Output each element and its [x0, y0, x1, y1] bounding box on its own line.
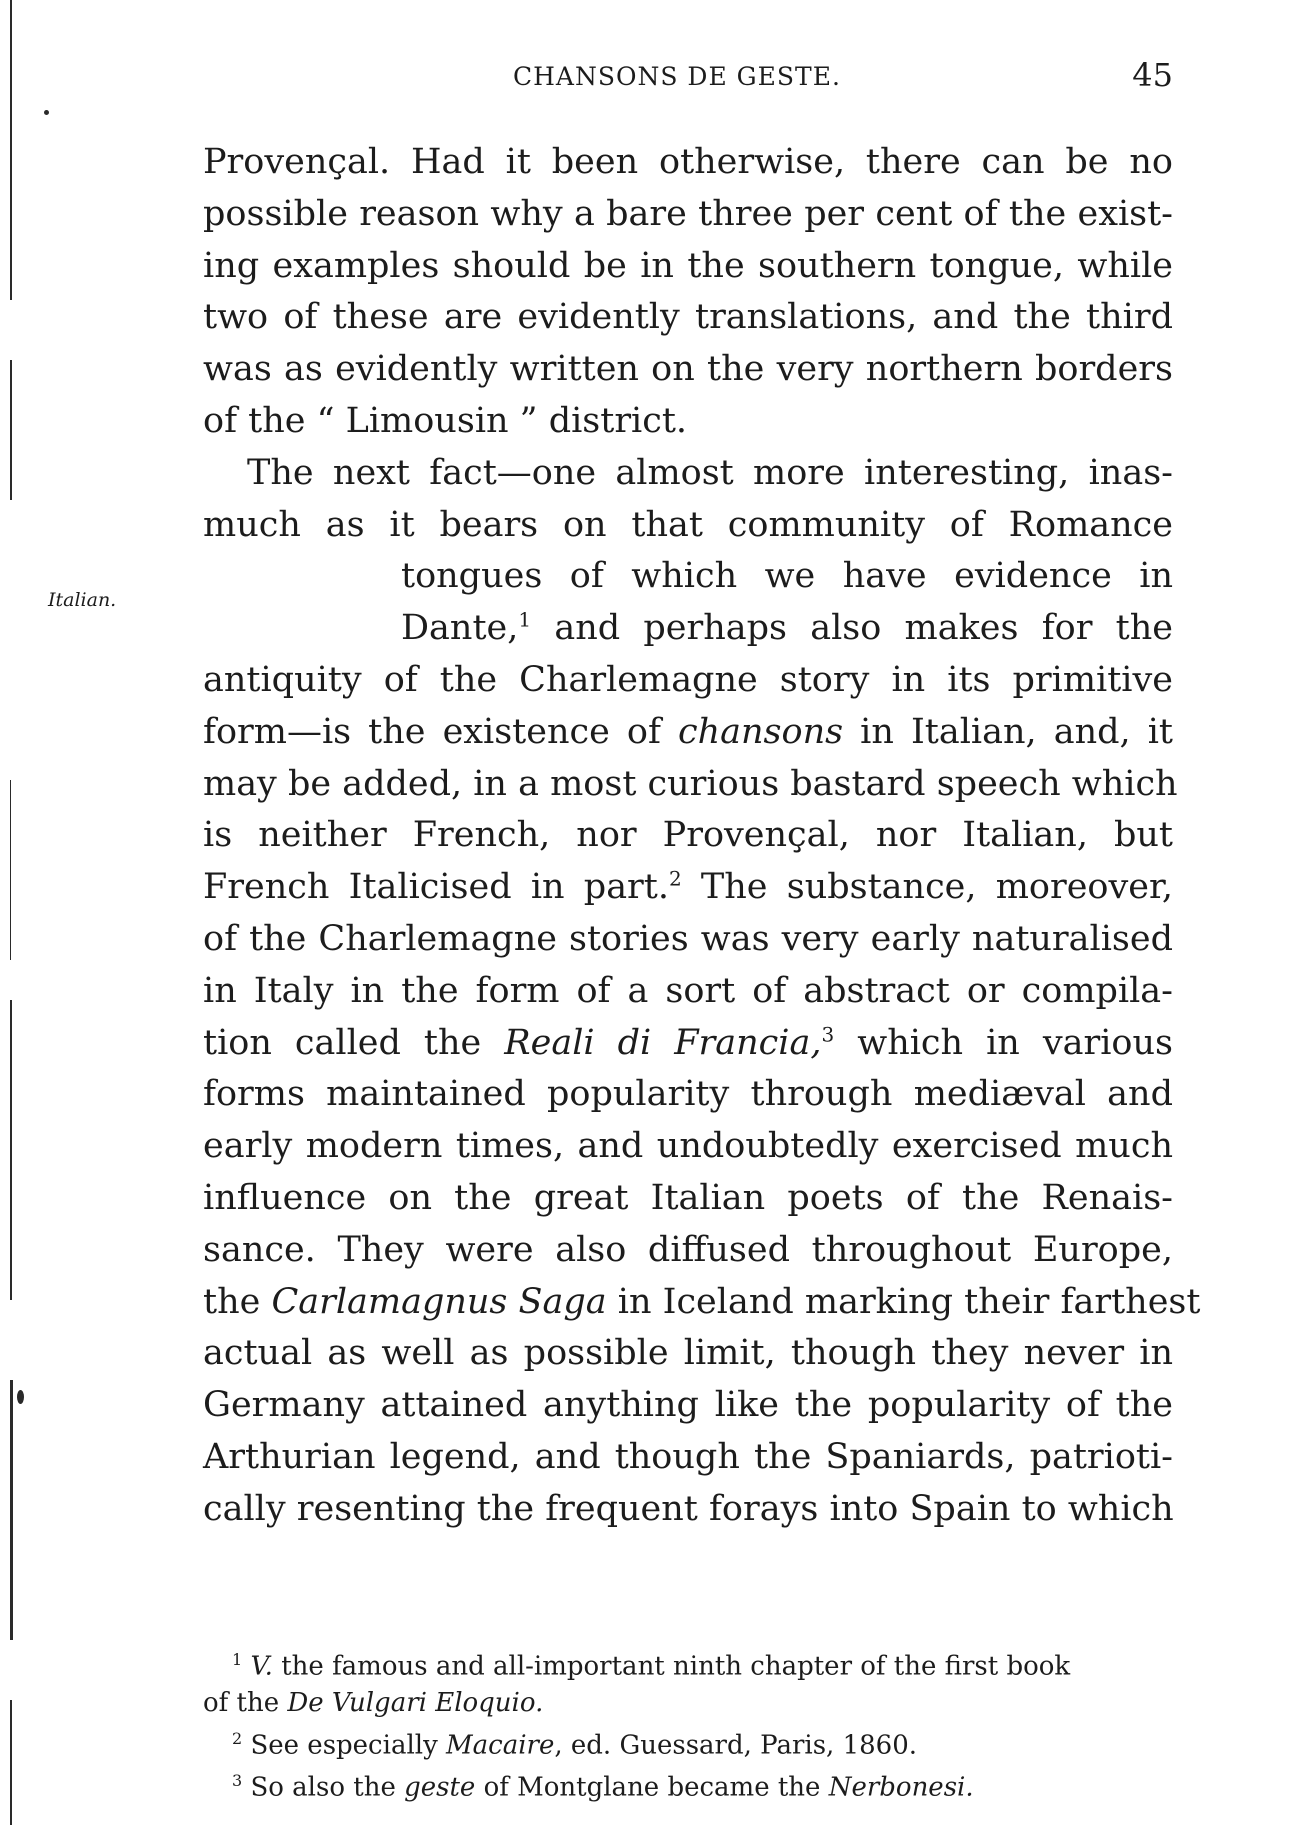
gutter-mark: [17, 1390, 24, 1404]
gutter-rule: [10, 780, 11, 960]
text-line: Provençal. Had it been otherwise, there can be no: [203, 142, 1173, 182]
text-line: actual as well as possible limit, though they never in: [203, 1333, 1173, 1374]
footnote-3: [203, 1763, 1173, 1806]
text-span: The substance, moreover,: [681, 867, 1173, 908]
scan-gutter: [0, 0, 40, 1825]
text-line: is neither French, nor Provençal, nor Italian, but: [203, 815, 1173, 856]
text-span: See especially: [242, 1730, 447, 1761]
footnote-2: [203, 1721, 1173, 1764]
text-line: forms maintained popularity through mediæval and: [203, 1074, 1173, 1115]
page-header: [203, 56, 1173, 102]
text-span: , ed. Guessard, Paris, 1860.: [554, 1730, 918, 1761]
text-span: of Montglane became the: [475, 1772, 829, 1803]
text-line: antiquity of the Charlemagne story in its primitive: [203, 659, 1173, 700]
footnote-ref: 2: [668, 866, 682, 891]
text-line: [203, 603, 1173, 655]
text-line: cally resenting the frequent forays into Spain to which: [203, 1488, 1174, 1529]
text-line: [203, 707, 1173, 759]
footnote-1: [203, 1642, 1173, 1685]
gutter-mark: [44, 110, 49, 115]
text-line: sance. They were also diffused throughout Europe,: [203, 1229, 1173, 1270]
footnotes: [203, 1642, 1173, 1806]
footnote-number: 3: [232, 1771, 243, 1791]
text-span: which in various: [834, 1022, 1174, 1063]
text-line: was as evidently written on the very northern borders: [203, 349, 1173, 390]
text-span: Dante,: [401, 608, 519, 649]
italic-title: De Vulgari Eloquio.: [287, 1687, 544, 1718]
text-line: much as it bears on that community of Romance: [203, 504, 1173, 545]
text-line: The next fact—one almost more interesting, inas-: [247, 452, 1173, 493]
text-line: tongues of which we have evidence in: [401, 556, 1173, 597]
italic-term: geste: [404, 1772, 476, 1803]
text-line: may be added, in a most curious bastard speech which: [203, 763, 1178, 804]
text-span: the: [203, 1281, 272, 1322]
running-head: CHANSONS DE GESTE.: [513, 62, 841, 91]
italic-title: Nerbonesi.: [828, 1772, 974, 1803]
text-span: in Italian, and, it: [843, 711, 1173, 752]
page-number: 45: [1132, 56, 1173, 94]
margin-note: Italian.: [48, 589, 117, 611]
footnote-ref: 3: [821, 1021, 835, 1046]
italic-title: Reali di Francia,: [504, 1022, 822, 1063]
text-line: ing examples should be in the southern tongue, while: [203, 245, 1173, 286]
italic-title: Macaire: [446, 1730, 555, 1761]
text-span: So also the: [242, 1772, 405, 1803]
footnote-1-cont: [203, 1685, 1173, 1721]
text-line: Germany attained anything like the popularity of the: [203, 1385, 1173, 1426]
footnote-number: 1: [232, 1650, 243, 1669]
gutter-rule: [10, 1380, 13, 1640]
text-line: two of these are evidently translations, and the third: [203, 297, 1173, 338]
text-span: and perhaps also makes for the: [531, 608, 1173, 649]
italic-title: Carlamagnus Saga: [271, 1281, 607, 1322]
text-span: in Iceland marking their farthest: [606, 1281, 1201, 1322]
text-line: [203, 1277, 1201, 1329]
text-line: [203, 1018, 1173, 1070]
gutter-rule: [10, 0, 12, 300]
text-line: possible reason why a bare three per cent of the exist-: [203, 193, 1173, 234]
italic-term: chansons: [677, 711, 844, 752]
text-line: Arthurian legend, and though the Spaniards, patrioti-: [203, 1436, 1173, 1477]
text-span: the famous and all-important ninth chapter of the first book: [272, 1651, 1071, 1682]
text-span: French Italicised in part.: [203, 867, 669, 908]
text-span: tion called the: [203, 1022, 505, 1063]
text-line: influence on the great Italian poets of the Renais-: [203, 1177, 1173, 1218]
text-line: early modern times, and undoubtedly exercised much: [203, 1126, 1173, 1167]
footnote-number: 2: [232, 1728, 243, 1748]
footnote-ref: 1: [518, 607, 532, 632]
text-line: in Italy in the form of a sort of abstract or compila-: [203, 970, 1173, 1011]
text-line: of the “ Limousin ” district.: [203, 400, 688, 441]
gutter-rule: [10, 360, 12, 500]
text-span: form—is the existence of: [203, 711, 678, 752]
text-line: [203, 862, 1173, 914]
gutter-rule: [10, 1000, 12, 1300]
text-span: of the: [203, 1687, 288, 1718]
italic-abbrev: V.: [250, 1651, 273, 1682]
main-text: [203, 137, 1201, 1536]
text-line: of the Charlemagne stories was very early naturalised: [203, 918, 1173, 959]
gutter-rule: [10, 1700, 12, 1825]
